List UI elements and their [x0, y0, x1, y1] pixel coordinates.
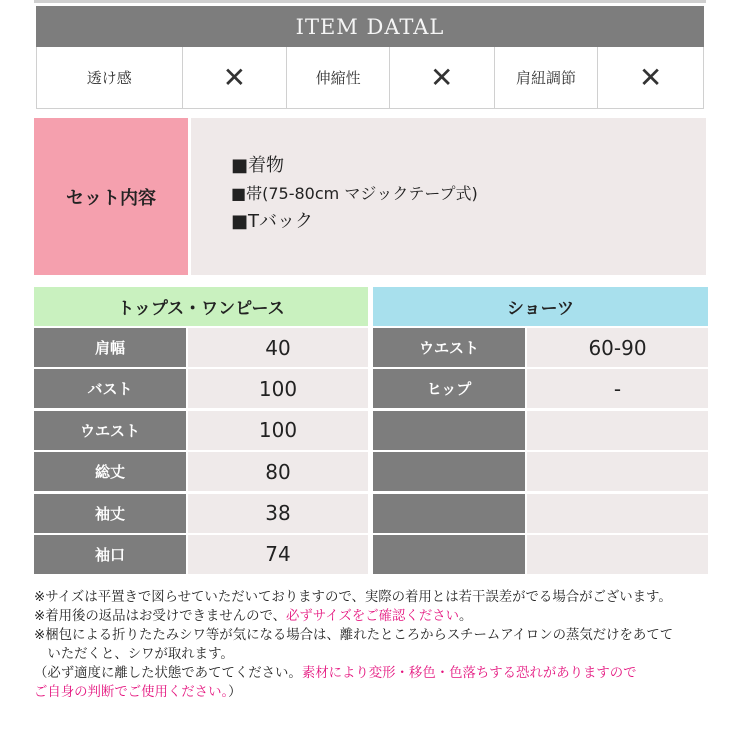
- size-value: 100: [188, 411, 368, 450]
- notes-section: [34, 588, 714, 702]
- property-value-sheerness: [183, 47, 288, 108]
- size-key: バスト: [34, 369, 186, 408]
- table-row: [34, 411, 368, 450]
- note-caution-cont: ご自身の判断でご使用ください。）: [34, 685, 242, 700]
- cross-icon: ✕: [222, 61, 247, 94]
- property-value-strap-adjust: [598, 47, 703, 108]
- tops-size-table: [34, 328, 368, 576]
- note-emphasis: 必ずサイズをご確認ください: [285, 609, 459, 624]
- size-key: [373, 494, 525, 533]
- note-size-measurement: ※サイズは平置きで図らせていただいておりますので、実際の着用とは若干誤差がでる場合がございます。: [34, 590, 672, 605]
- item-detail-header: [36, 6, 704, 47]
- note-wrinkles-cont: いただくと、シワが取れます。: [34, 647, 234, 662]
- set-item-kimono: ■着物: [231, 155, 285, 176]
- size-value: [527, 411, 708, 450]
- table-row: [373, 328, 708, 367]
- property-value-stretch: [390, 47, 495, 108]
- set-contents-label: セット内容: [34, 118, 188, 275]
- table-row: [373, 411, 708, 450]
- size-key: [373, 535, 525, 574]
- tops-header: トップス・ワンピース: [34, 287, 368, 326]
- size-value: [527, 452, 708, 491]
- table-row: [373, 452, 708, 491]
- shorts-header: ショーツ: [373, 287, 708, 326]
- set-contents-list: [191, 118, 706, 275]
- table-row: [34, 535, 368, 574]
- size-value: 38: [188, 494, 368, 533]
- size-key: ウエスト: [34, 411, 186, 450]
- size-key: 肩幅: [34, 328, 186, 367]
- size-key: [373, 452, 525, 491]
- size-value: [527, 535, 708, 574]
- property-table: [36, 47, 704, 109]
- size-value: 40: [188, 328, 368, 367]
- note-emphasis: ご自身の判断でご使用ください。: [34, 685, 229, 700]
- size-key: 袖口: [34, 535, 186, 574]
- property-label-sheerness: 透け感: [37, 47, 183, 108]
- table-row: [373, 369, 708, 408]
- size-key: ウエスト: [373, 328, 525, 367]
- size-key: [373, 411, 525, 450]
- set-contents-section: [34, 118, 706, 275]
- property-label-stretch: 伸縮性: [287, 47, 390, 108]
- size-value: 100: [188, 369, 368, 408]
- note-caution: （必ず適度に離した状態であててください。素材により変形・移色・色落ちする恐れがありますので: [34, 666, 637, 681]
- set-item-obi: ■帯(75-80cm マジックテープ式): [231, 184, 478, 203]
- size-key: 袖丈: [34, 494, 186, 533]
- note-returns: ※着用後の返品はお受けできませんので、必ずサイズをご確認ください。: [34, 609, 473, 624]
- item-detail-title: ITEM DATAL: [295, 14, 445, 39]
- table-row: [34, 328, 368, 367]
- cross-icon: ✕: [430, 61, 454, 94]
- note-wrinkles: ※梱包による折りたたみシワ等が気になる場合は、離れたところからスチームアイロンの蒸気だけをあてて: [34, 628, 674, 643]
- table-row: [34, 452, 368, 491]
- size-value: 80: [188, 452, 368, 491]
- size-value: 74: [188, 535, 368, 574]
- note-emphasis: 素材により変形・移色・色落ちする恐れがありますので: [301, 666, 637, 681]
- table-row: [373, 494, 708, 533]
- set-item-tback: ■Tバック: [231, 211, 314, 232]
- size-key: ヒップ: [373, 369, 525, 408]
- size-value: -: [527, 369, 708, 408]
- size-key: 総丈: [34, 452, 186, 491]
- table-row: [373, 535, 708, 574]
- cross-icon: ✕: [638, 61, 663, 94]
- table-row: [34, 369, 368, 408]
- property-label-strap-adjust: 肩紐調節: [495, 47, 599, 108]
- top-divider: [34, 0, 706, 3]
- size-value: [527, 494, 708, 533]
- table-row: [34, 494, 368, 533]
- shorts-size-table: [373, 328, 708, 576]
- size-value: 60-90: [527, 328, 708, 367]
